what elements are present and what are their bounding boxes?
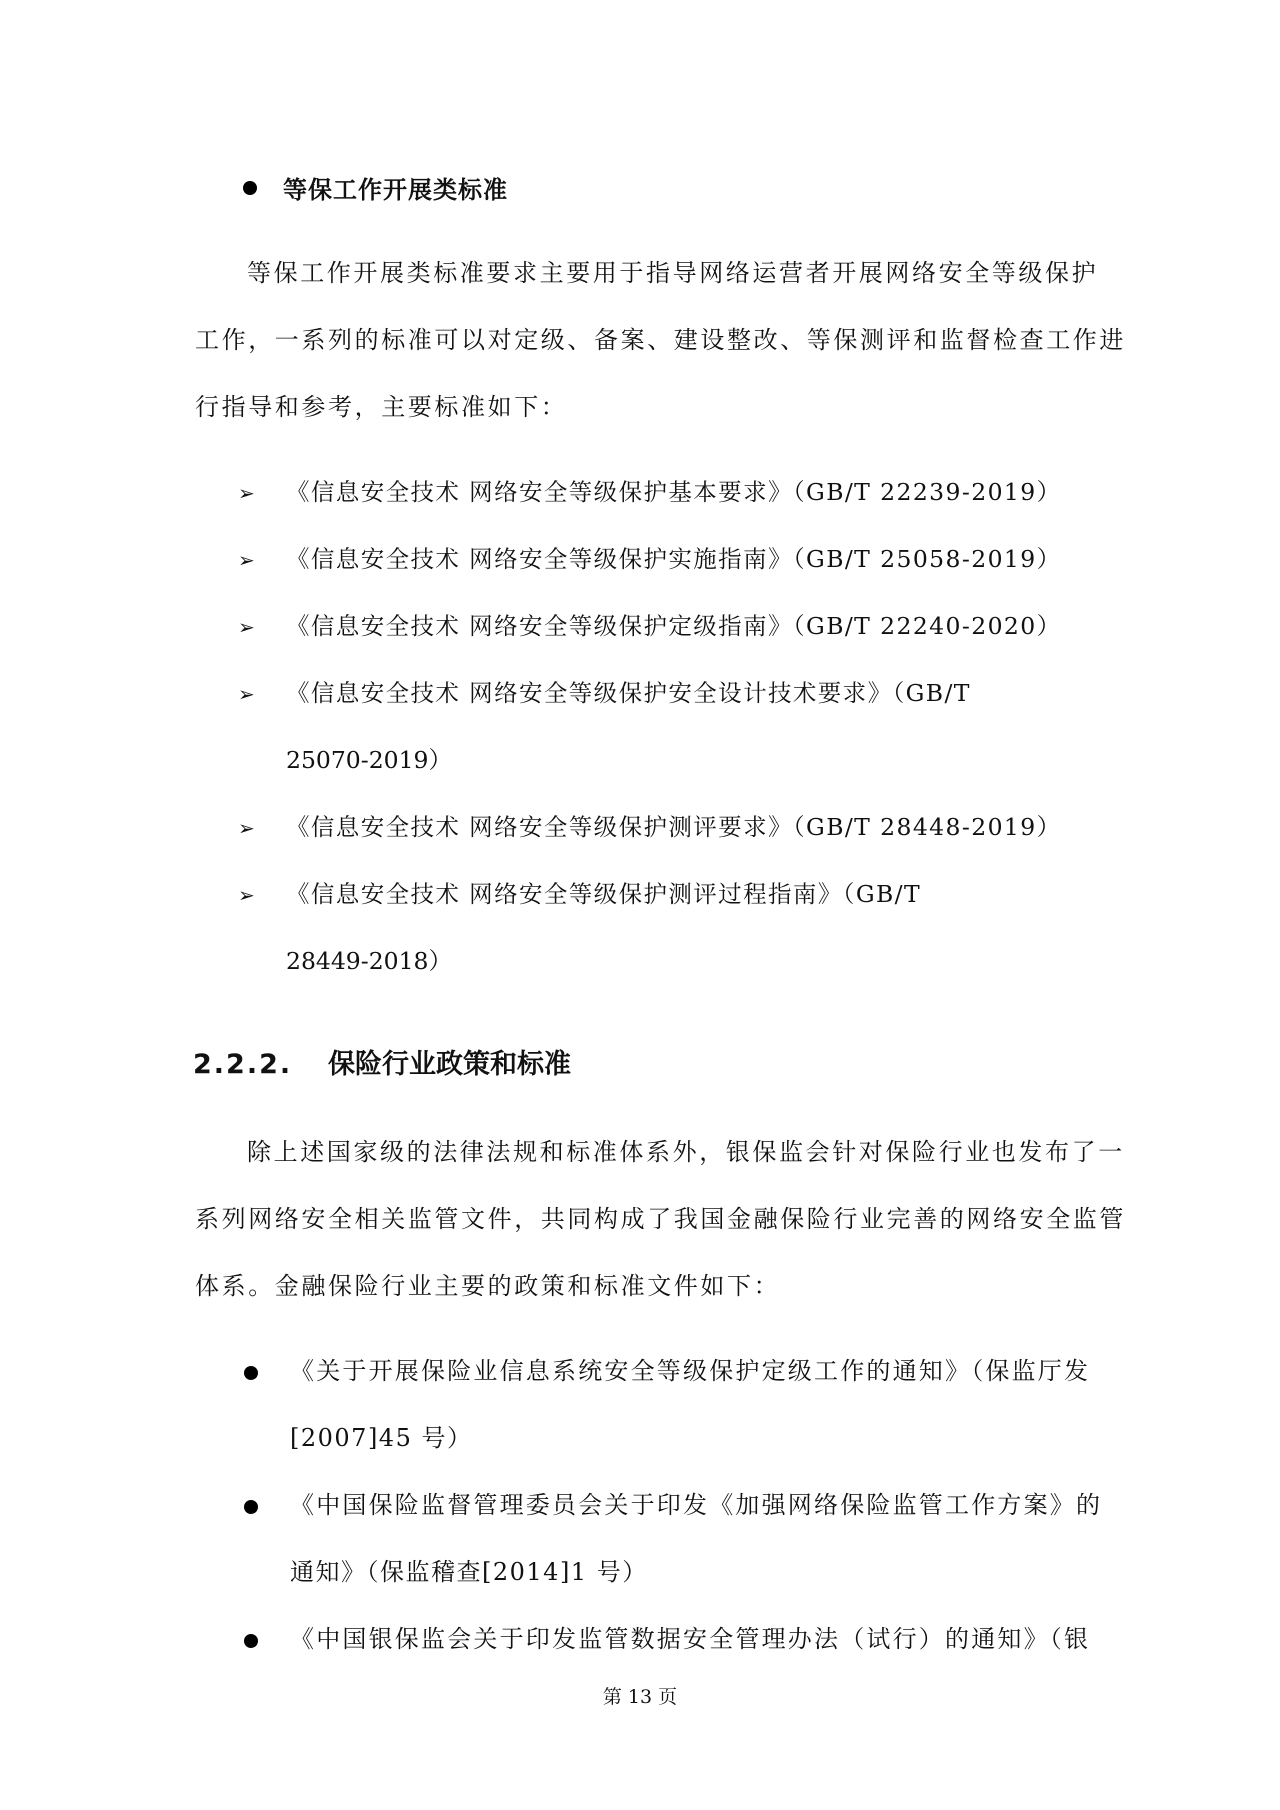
subheading-text: 等保工作开展类标准 — [283, 176, 508, 204]
standard-title: 《信息安全技术 网络安全等级保护基本要求》（GB/T 22239-2019） — [286, 478, 1062, 506]
arrow-bullet-icon: ➢ — [238, 682, 257, 706]
standard-title: 《信息安全技术 网络安全等级保护实施指南》（GB/T 25058-2019） — [286, 545, 1062, 573]
arrow-bullet-icon: ➢ — [238, 883, 257, 907]
policy-list-item — [244, 1485, 1103, 1586]
standard-continuation: 28449-2018） — [286, 947, 453, 975]
standard-list-item — [238, 808, 1088, 842]
policy-continuation: [2007]45 号） — [290, 1424, 473, 1452]
standard-list-item — [238, 540, 1088, 574]
section-heading — [193, 1042, 571, 1081]
paragraph-line: 除上述国家级的法律法规和标准体系外，银保监会针对保险行业也发布了一 — [247, 1138, 1125, 1166]
standard-list-item — [238, 875, 1088, 975]
section-paragraph — [195, 1119, 1126, 1320]
standard-title: 《信息安全技术 网络安全等级保护安全设计技术要求》（GB/T — [286, 679, 971, 707]
standard-list-item — [238, 607, 1088, 641]
standard-title: 《信息安全技术 网络安全等级保护测评要求》（GB/T 28448-2019） — [286, 813, 1062, 841]
arrow-bullet-icon: ➢ — [238, 816, 257, 840]
paragraph-line: 工作，一系列的标准可以对定级、备案、建设整改、等保测评和监督检查工作进 — [195, 326, 1126, 354]
paragraph-line: 体系。金融保险行业主要的政策和标准文件如下： — [195, 1272, 781, 1300]
arrow-bullet-icon: ➢ — [238, 481, 257, 505]
bullet-icon — [244, 1366, 258, 1380]
page-number: 第 13 页 — [602, 1686, 678, 1708]
policy-title: 《关于开展保险业信息系统安全等级保护定级工作的通知》（保监厅发 — [290, 1357, 1091, 1385]
standard-title: 《信息安全技术 网络安全等级保护定级指南》（GB/T 22240-2020） — [286, 612, 1062, 640]
arrow-bullet-icon: ➢ — [238, 548, 257, 572]
bullet-icon — [244, 1634, 258, 1648]
section-title: 保险行业政策和标准 — [328, 1049, 571, 1080]
standard-list-item — [238, 473, 1088, 507]
standard-list-item — [238, 674, 1088, 774]
standard-continuation: 25070-2019） — [286, 746, 453, 774]
paragraph-line: 系列网络安全相关监管文件，共同构成了我国金融保险行业完善的网络安全监管 — [195, 1205, 1126, 1233]
subheading-classification-standards — [243, 170, 508, 205]
bullet-icon — [244, 1500, 258, 1514]
bullet-icon — [243, 181, 257, 195]
policy-title: 《中国银保监会关于印发监管数据安全管理办法（试行）的通知》（银 — [290, 1625, 1091, 1653]
policy-list-item — [244, 1351, 1094, 1452]
policy-continuation: 通知》（保监稽查[2014]1 号） — [290, 1558, 648, 1586]
arrow-bullet-icon: ➢ — [238, 615, 257, 639]
standard-title: 《信息安全技术 网络安全等级保护测评过程指南》（GB/T — [286, 880, 922, 908]
section-number: 2.2.2. — [193, 1049, 293, 1080]
paragraph-line: 等保工作开展类标准要求主要用于指导网络运营者开展网络安全等级保护 — [247, 259, 1099, 287]
intro-paragraph — [195, 240, 1126, 441]
paragraph-line: 行指导和参考，主要标准如下： — [195, 393, 568, 421]
policy-list-item — [244, 1619, 1094, 1654]
policy-title: 《中国保险监督管理委员会关于印发《加强网络保险监管工作方案》的 — [290, 1491, 1103, 1519]
